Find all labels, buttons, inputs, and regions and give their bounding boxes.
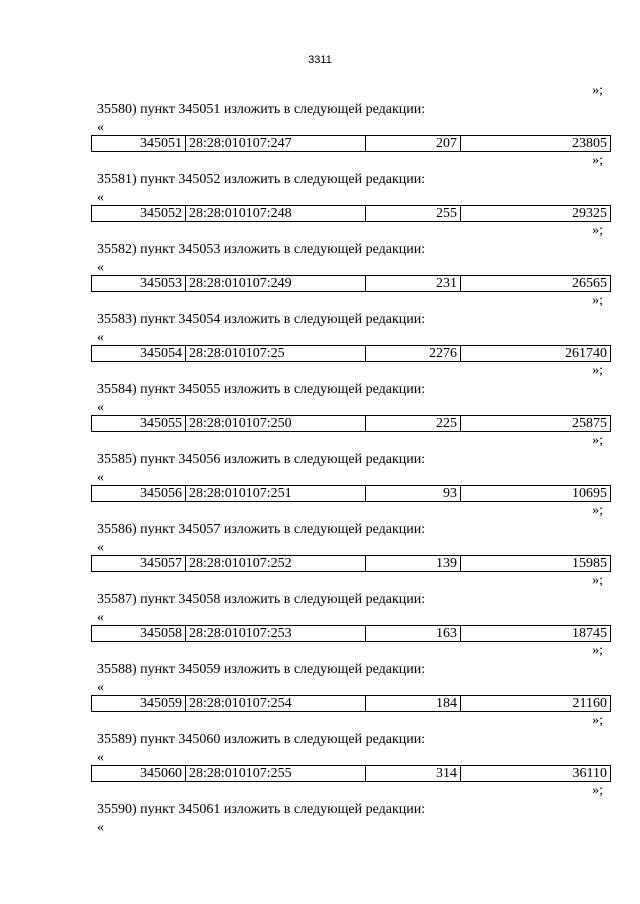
closing-quote: »;	[592, 503, 603, 518]
clause-text: 35586) пункт 345057 изложить в следующей редакции:	[97, 522, 426, 537]
opening-quote: «	[97, 540, 104, 555]
area-cell: 139	[366, 556, 461, 572]
area-cell: 163	[366, 626, 461, 642]
document-body	[0, 82, 640, 835]
table-row	[92, 766, 611, 782]
table-row	[92, 556, 611, 572]
table-row	[92, 206, 611, 222]
page-number: 3311	[308, 54, 332, 66]
table-row	[92, 626, 611, 642]
cadastral-number-cell: 28:28:010107:250	[186, 416, 366, 432]
record-table	[91, 275, 611, 292]
area-cell: 255	[366, 206, 461, 222]
area-cell: 93	[366, 486, 461, 502]
opening-quote: «	[97, 820, 104, 835]
value-cell: 10695	[461, 486, 611, 502]
record-table	[91, 205, 611, 222]
value-cell: 15985	[461, 556, 611, 572]
opening-quote: «	[97, 190, 104, 205]
clause-text: 35589) пункт 345060 изложить в следующей редакции:	[97, 732, 426, 747]
closing-quote: »;	[592, 433, 603, 448]
closing-quote: »;	[592, 573, 603, 588]
opening-quote: «	[97, 260, 104, 275]
table-row	[92, 136, 611, 152]
area-cell: 2276	[366, 346, 461, 362]
table-row	[92, 276, 611, 292]
area-cell: 231	[366, 276, 461, 292]
record-id-cell: 345056	[92, 486, 186, 502]
clause-text: 35588) пункт 345059 изложить в следующей редакции:	[97, 662, 426, 677]
record-table	[91, 135, 611, 152]
record-id-cell: 345060	[92, 766, 186, 782]
opening-quote: «	[97, 400, 104, 415]
value-cell: 23805	[461, 136, 611, 152]
record-id-cell: 345052	[92, 206, 186, 222]
area-cell: 184	[366, 696, 461, 712]
record-table	[91, 485, 611, 502]
value-cell: 261740	[461, 346, 611, 362]
value-cell: 18745	[461, 626, 611, 642]
area-cell: 314	[366, 766, 461, 782]
cadastral-number-cell: 28:28:010107:252	[186, 556, 366, 572]
cadastral-number-cell: 28:28:010107:251	[186, 486, 366, 502]
record-id-cell: 345054	[92, 346, 186, 362]
clause-text: 35584) пункт 345055 изложить в следующей редакции:	[97, 382, 426, 397]
record-id-cell: 345055	[92, 416, 186, 432]
clause-text: 35580) пункт 345051 изложить в следующей редакции:	[97, 102, 426, 117]
clause-text: 35582) пункт 345053 изложить в следующей редакции:	[97, 242, 426, 257]
record-table	[91, 415, 611, 432]
table-row	[92, 416, 611, 432]
record-id-cell: 345053	[92, 276, 186, 292]
closing-quote: »;	[592, 783, 603, 798]
cadastral-number-cell: 28:28:010107:248	[186, 206, 366, 222]
clause-text: 35583) пункт 345054 изложить в следующей редакции:	[97, 312, 426, 327]
record-table	[91, 555, 611, 572]
record-table	[91, 625, 611, 642]
area-cell: 207	[366, 136, 461, 152]
record-id-cell: 345059	[92, 696, 186, 712]
closing-quote: »;	[592, 363, 603, 378]
record-table	[91, 695, 611, 712]
cadastral-number-cell: 28:28:010107:255	[186, 766, 366, 782]
opening-quote: «	[97, 750, 104, 765]
clause-text: 35581) пункт 345052 изложить в следующей редакции:	[97, 172, 426, 187]
cadastral-number-cell: 28:28:010107:253	[186, 626, 366, 642]
table-row	[92, 696, 611, 712]
closing-quote: »;	[592, 223, 603, 238]
area-cell: 225	[366, 416, 461, 432]
table-row	[92, 346, 611, 362]
record-table	[91, 345, 611, 362]
record-id-cell: 345057	[92, 556, 186, 572]
table-row	[92, 486, 611, 502]
opening-quote: «	[97, 330, 104, 345]
record-id-cell: 345051	[92, 136, 186, 152]
cadastral-number-cell: 28:28:010107:247	[186, 136, 366, 152]
opening-quote: «	[97, 610, 104, 625]
closing-quote: »;	[592, 713, 603, 728]
value-cell: 21160	[461, 696, 611, 712]
opening-quote: «	[97, 470, 104, 485]
closing-quote: »;	[592, 643, 603, 658]
closing-quote: »;	[592, 293, 603, 308]
clause-text: 35587) пункт 345058 изложить в следующей редакции:	[97, 592, 426, 607]
cadastral-number-cell: 28:28:010107:25	[186, 346, 366, 362]
closing-quote: »;	[592, 153, 603, 168]
clause-text: 35585) пункт 345056 изложить в следующей редакции:	[97, 452, 426, 467]
record-table	[91, 765, 611, 782]
closing-quote: »;	[592, 83, 603, 98]
record-id-cell: 345058	[92, 626, 186, 642]
value-cell: 29325	[461, 206, 611, 222]
opening-quote: «	[97, 680, 104, 695]
cadastral-number-cell: 28:28:010107:254	[186, 696, 366, 712]
clause-text: 35590) пункт 345061 изложить в следующей редакции:	[97, 802, 426, 817]
value-cell: 36110	[461, 766, 611, 782]
cadastral-number-cell: 28:28:010107:249	[186, 276, 366, 292]
opening-quote: «	[97, 120, 104, 135]
value-cell: 26565	[461, 276, 611, 292]
value-cell: 25875	[461, 416, 611, 432]
